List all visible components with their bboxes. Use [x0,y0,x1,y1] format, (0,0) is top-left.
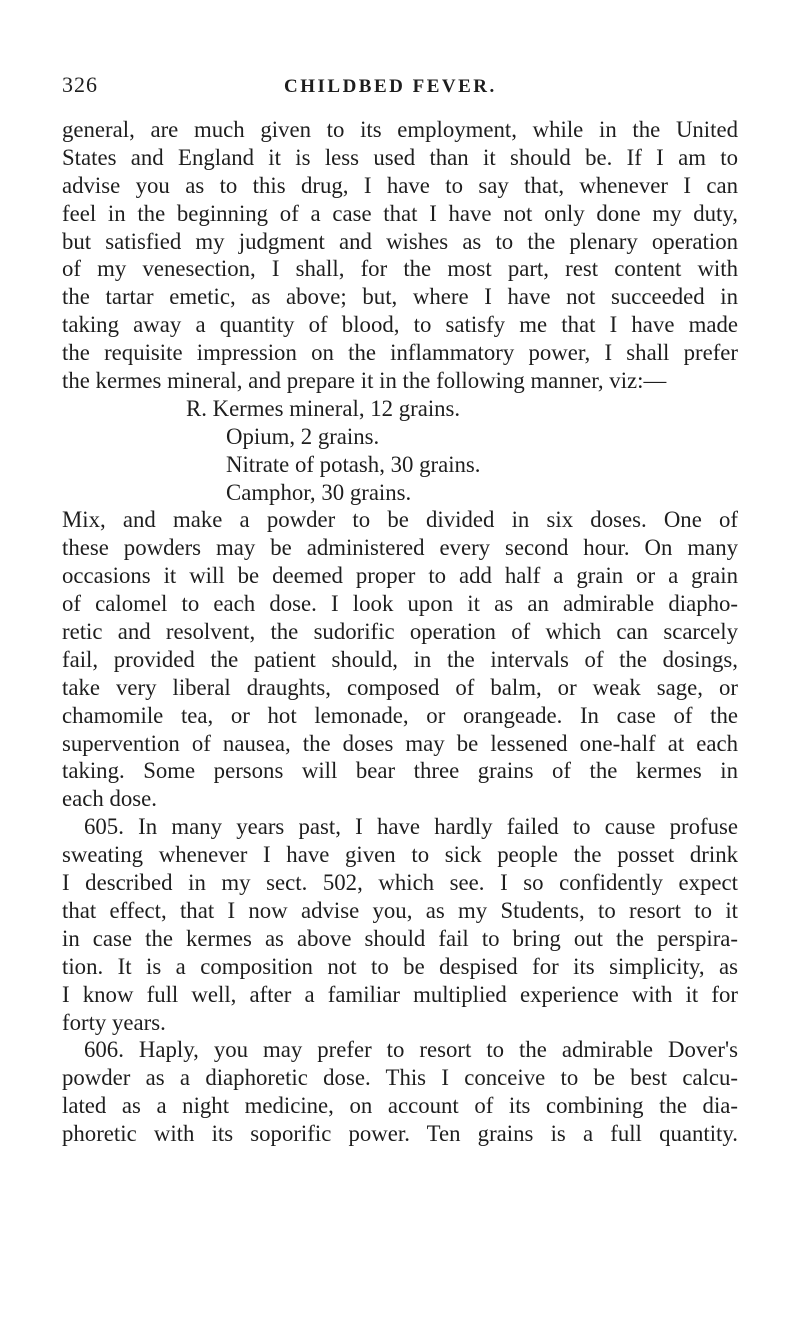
text-line: these powders may be administered every second hour. On many [62,535,738,561]
text-line: the kermes mineral, and prepare it in the following manner, viz:— [62,368,667,394]
text-line: chamomile tea, or hot lemonade, or orangeade. In case of the [62,702,738,728]
text-line: in case the kermes as above should fail to bring out the perspira- [62,925,738,951]
text-line: forty years. [62,1009,166,1035]
paragraph-section-605 [62,813,738,1036]
text-line: each dose. [62,786,157,812]
paragraph-mix-instructions [62,506,738,813]
prescription-line: Nitrate of potash, 30 grains. [226,451,481,477]
prescription-line: R. Kermes mineral, 12 grains. [186,395,461,421]
page-number: 326 [62,72,98,97]
prescription-line: Opium, 2 grains. [226,423,380,449]
text-line: but satisfied my judgment and wishes as to the plenary operation [62,228,738,254]
text-line: take very liberal draughts, composed of balm, or weak sage, or [62,674,738,700]
text-line: I know full well, after a familiar multiplied experience with it for [62,981,738,1007]
text-line: that effect, that I now advise you, as my Students, to resort to it [62,897,738,923]
text-line: the requisite impression on the inflammatory power, I shall prefer [62,340,738,366]
text-line: occasions it will be deemed proper to add half a grain or a grain [62,563,738,589]
text-line: advise you as to this drug, I have to say that, whenever I can [62,172,738,198]
body-text [62,116,738,1148]
text-line: retic and resolvent, the sudorific operation of which can scarcely [62,619,738,645]
text-line: phoretic with its soporific power. Ten grains is a full quantity. [62,1121,738,1147]
running-title: CHILDBED FEVER. [284,76,497,97]
text-line: 606. Haply, you may prefer to resort to the admirable Dover's [84,1037,738,1063]
text-line: Mix, and make a powder to be divided in six doses. One of [62,507,738,533]
book-page [62,0,742,1334]
prescription-block [62,395,738,507]
text-line: sweating whenever I have given to sick people the posset drink [62,842,738,868]
text-line: States and England it is less used than it should be. If I am to [62,144,738,170]
text-line: of my venesection, I shall, for the most part, rest content with [62,256,738,282]
text-line: powder as a diaphoretic dose. This I conceive to be best calcu- [62,1065,738,1091]
text-line: feel in the beginning of a case that I have not only done my duty, [62,200,738,226]
paragraph-continuation [62,116,738,395]
text-line: taking away a quantity of blood, to satisfy me that I have made [62,312,738,338]
text-line: taking. Some persons will bear three grains of the kermes in [62,758,738,784]
text-line: fail, provided the patient should, in the intervals of the dosings, [62,646,738,672]
text-line: tion. It is a composition not to be despised for its simplicity, as [62,953,738,979]
prescription-line: Camphor, 30 grains. [226,479,412,505]
text-line: 605. In many years past, I have hardly failed to cause profuse [84,814,738,840]
text-line: the tartar emetic, as above; but, where I have not succeeded in [62,284,738,310]
running-header [62,72,742,102]
text-line: general, are much given to its employment, while in the United [62,117,738,142]
paragraph-section-606 [62,1036,738,1148]
text-line: supervention of nausea, the doses may be lessened one-half at each [62,730,738,756]
text-line: of calomel to each dose. I look upon it as an admirable diapho- [62,591,738,617]
text-line: I described in my sect. 502, which see. I so confidently expect [62,870,738,896]
text-line: lated as a night medicine, on account of its combining the dia- [62,1093,738,1119]
